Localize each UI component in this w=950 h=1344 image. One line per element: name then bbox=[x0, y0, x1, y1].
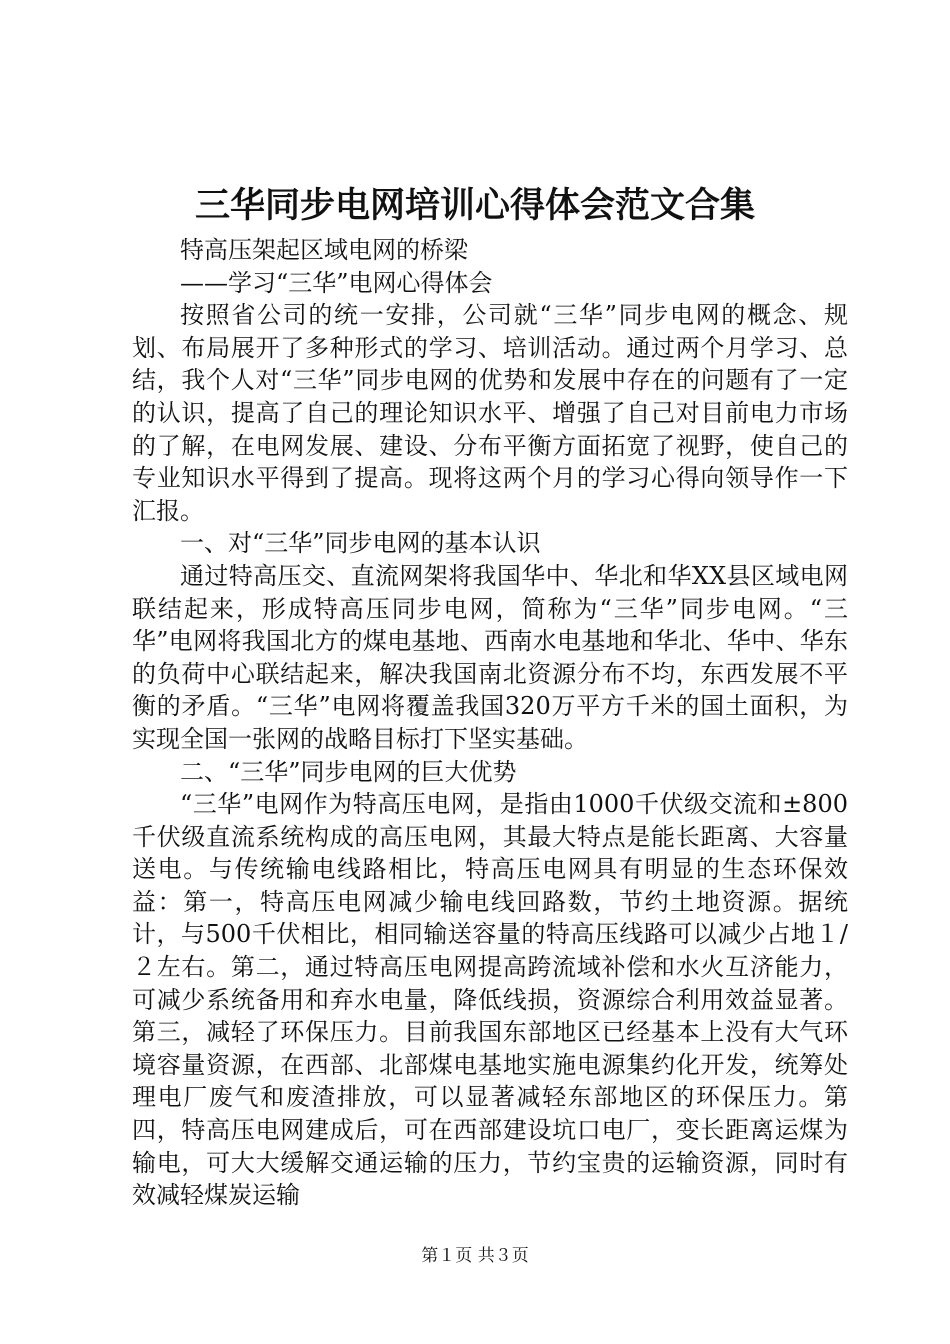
section-heading-2: 二、“三华”同步电网的巨大优势 bbox=[180, 757, 517, 786]
page-footer: 第１页 共３页 bbox=[421, 1246, 529, 1266]
subtitle: 特高压架起区域电网的桥梁 bbox=[180, 236, 468, 264]
document-body bbox=[132, 234, 848, 1212]
paragraph-section-1: 通过特高压交、直流网架将我国华中、华北和华XX县区域电网联结起来，形成特高压同步电网，简称为“三华”同步电网。“三华”电网将我国北方的煤电基地、西南水电基地和华北、华中、华东的负荷中心联结起来，解决我国南北资源分布不均，东西发展不平衡的矛盾。“三华”电网将覆盖我国320万平方千米的国土面积，为实现全国一张网的战略目标打下坚实基础。 bbox=[132, 561, 848, 753]
section-heading-1: 一、对“三华”同步电网的基本认识 bbox=[180, 529, 541, 558]
paragraph-intro: 按照省公司的统一安排，公司就“三华”同步电网的概念、规划、布局展开了多种形式的学习、培训活动。通过两个月学习、总结，我个人对“三华”同步电网的优势和发展中存在的问题有了一定的认识，提高了自己的理论知识水平、增强了自己对目前电力市场的了解，在电网发展、建设、分布平衡方面拓宽了视野，使自己的专业知识水平得到了提高。现将这两个月的学习心得向领导作一下汇报。 bbox=[132, 301, 848, 525]
sub-subtitle: ——学习“三华”电网心得体会 bbox=[180, 268, 493, 297]
paragraph-section-2: “三华”电网作为特高压电网，是指由1000千伏级交流和±800千伏级直流系统构成的高压电网，其最大特点是能长距离、大容量送电。与传统输电线路相比，特高压电网具有明显的生态环保效益：第一，特高压电网减少输电线回路数，节约土地资源。据统计，与500千伏相比，相同输送容量的特高压线路可以减少占地１/２左右。第二，通过特高压电网提高跨流域补偿和水火互济能力，可减少系统备用和弃水电量，降低线损，资源综合利用效益显著。第三，减轻了环保压力。目前我国东部地区已经基本上没有大气环境容量资源，在西部、北部煤电基地实施电源集约化开发，统筹处理电厂废气和废渣排放，可以显著减轻东部地区的环保压力。第四，特高压电网建成后，可在西部建设坑口电厂，变长距离运煤为输电，可大大缓解交通运输的压力，节约宝贵的运输资源，同时有效减轻煤炭运输 bbox=[132, 790, 848, 1210]
document-title: 三华同步电网培训心得体会范文合集 bbox=[194, 185, 755, 226]
